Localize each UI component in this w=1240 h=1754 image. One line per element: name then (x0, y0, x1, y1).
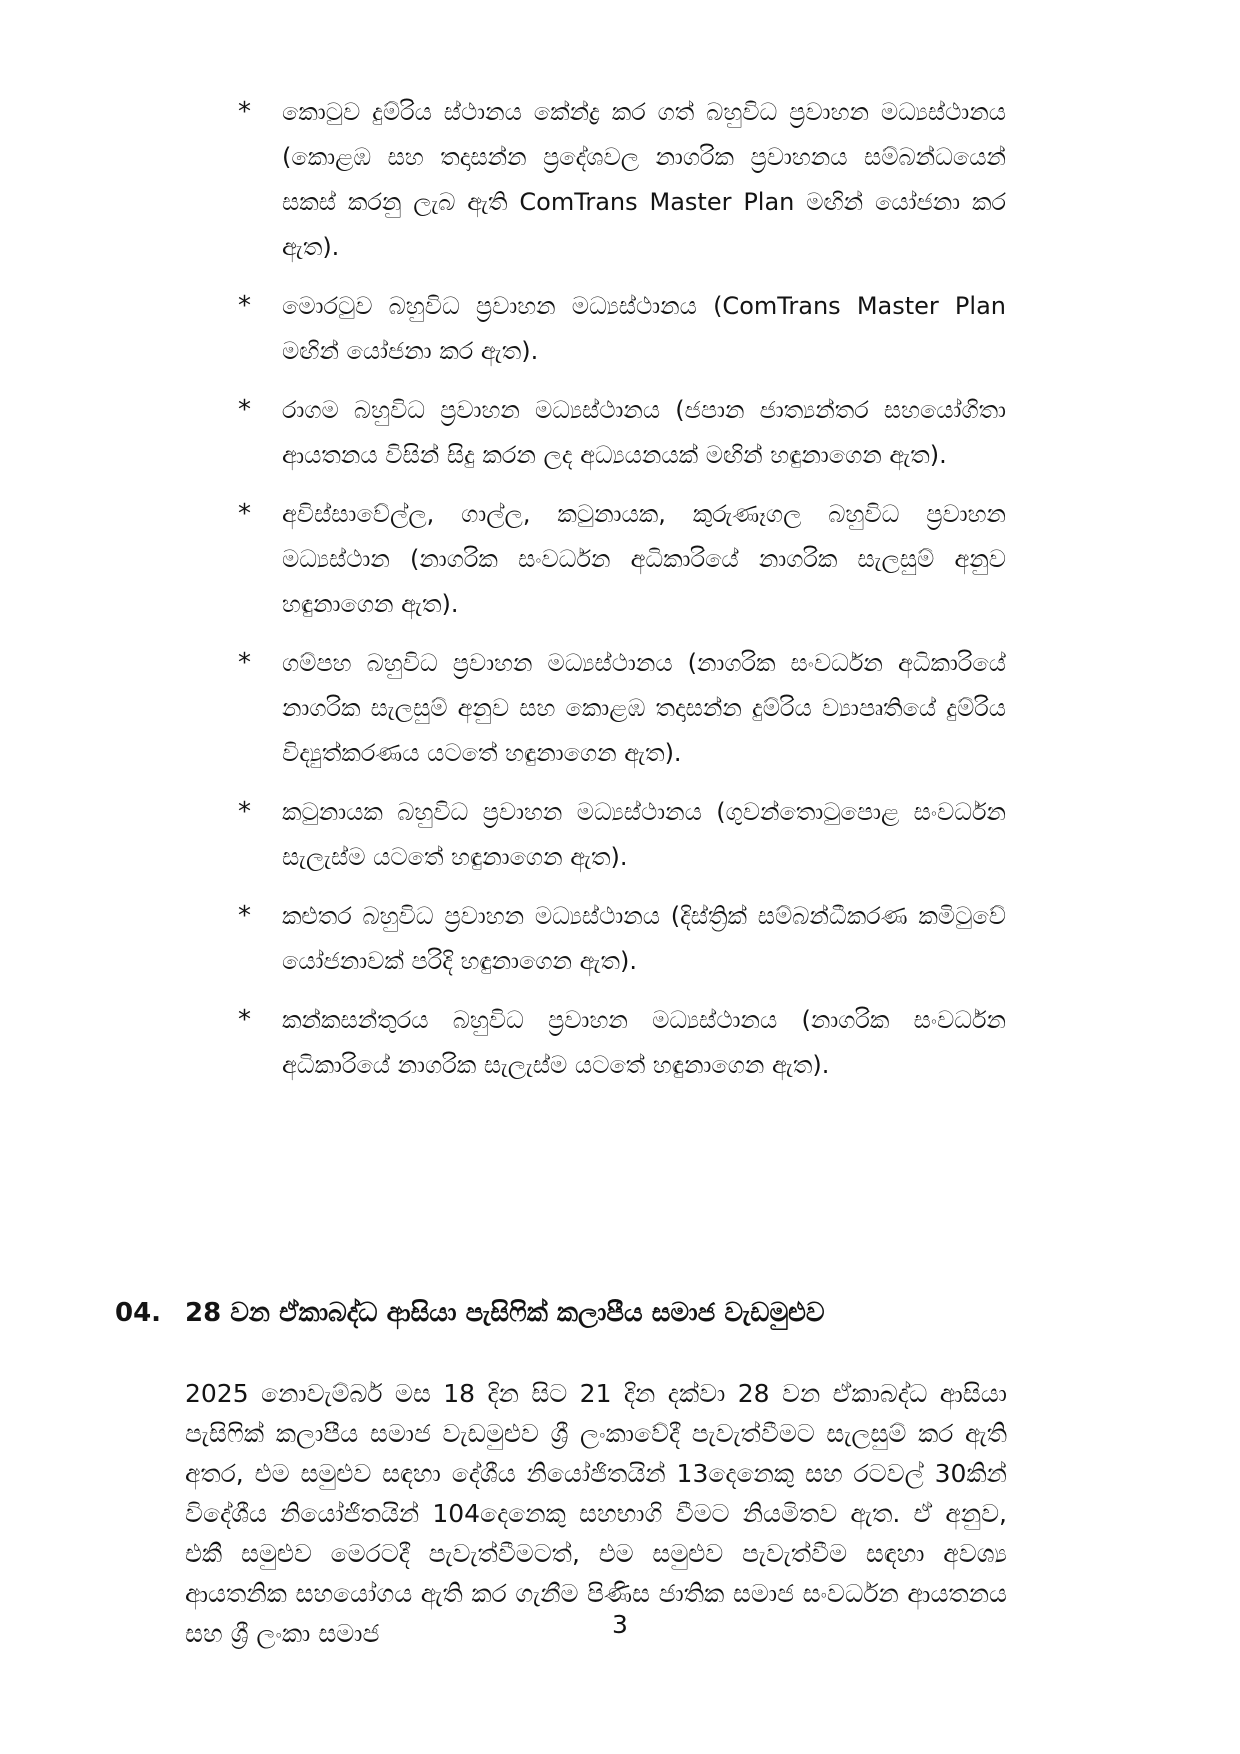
bullet-marker: * (238, 499, 251, 529)
bullet-marker: * (238, 797, 251, 827)
bullet-marker: * (238, 291, 251, 321)
list-item (238, 894, 1006, 984)
list-item (238, 90, 1006, 270)
section-heading (115, 1293, 1015, 1333)
bullet-marker: * (238, 901, 251, 931)
bullet-text: කන්කසන්තුරය බහුවිධ ප්‍රවාහන මධ්‍යස්ථානය (නාගරික සංවර්ධන අධිකාරියේ නාගරික සැලැස්ම යටතේ හඳුනාගෙන ඇත). (282, 1006, 1006, 1079)
section-title: 28 වන ඒකාබද්ධ ආසියා පැසිෆික් කලාපීය සමාජ වැඩමුළුව (185, 1298, 825, 1328)
body-paragraph: 2025 නොවැම්බර් මස 18 දින සිට 21 දින දක්වා 28 වන ඒකාබද්ධ ආසියා පැසිෆික් කලාපීය සමාජ වැඩමුළුව ශ්‍රී ලංකාවේදී පැවැත්වීමට සැලසුම් කර ඇති අතර, එම සමුළුව සඳහා දේශීය නියෝජිතයින් 13දෙනෙකු සහ රටවල් 30කින් විදේශීය නියෝජිතයින් 104දෙනෙකු සහභාගි වීමට නියමිතව ඇත. ඒ අනුව, එකී සමුළුව මෙරටදී පැවැත්වීමටත්, එම සමුළුව පැවැත්වීම සඳහා අවශ්‍ය ආයතනික සහයෝගය ඇති කර ගැනීම පිණිස ජාතික සමාජ සංවර්ධන ආයතනය සහ ශ්‍රී ලංකා සමාජ (185, 1379, 1007, 1648)
bullet-marker: * (238, 1005, 251, 1035)
bullet-text: මොරටුව බහුවිධ ප්‍රවාහන මධ්‍යස්ථානය (ComTrans Master Plan මඟින් යෝජනා කර ඇත). (282, 292, 1006, 365)
list-item (238, 790, 1006, 880)
page-number: 3 (612, 1610, 628, 1639)
bullet-marker: * (238, 648, 251, 678)
list-item (238, 641, 1006, 776)
section-number: 04. (115, 1298, 162, 1328)
bullet-text: අවිස්සාවේල්ල, ගාල්ල, කටුනායක, කුරුණෑගල බහුවිධ ප්‍රවාහන මධ්‍යස්ථාන (නාගරික සංවර්ධන අධිකාරියේ නාගරික සැලසුම් අනුව හඳුනාගෙන ඇත). (282, 500, 1006, 618)
bullet-text: කළුතර බහුවිධ ප්‍රවාහන මධ්‍යස්ථානය (දිස්ත්‍රික් සම්බන්ධීකරණ කමිටුවේ යෝජනාවක් පරිදි හඳුනාගෙන ඇත). (282, 902, 1006, 975)
bullet-text: රාගම බහුවිධ ප්‍රවාහන මධ්‍යස්ථානය (ජපාන ජාත්‍යන්තර සහයෝගිතා ආයතනය විසින් සිදු කරන ලද අධ්‍යයනයක් මඟින් හඳුනාගෙන ඇත). (282, 396, 1006, 469)
bullet-text: කටුනායක බහුවිධ ප්‍රවාහන මධ්‍යස්ථානය (ගුවන්තොටුපොළ සංවර්ධන සැලැස්ම යටතේ හඳුනාගෙන ඇත). (282, 798, 1006, 871)
bullet-list (238, 90, 1006, 1102)
list-item (238, 998, 1006, 1088)
bullet-text: ගම්පහ බහුවිධ ප්‍රවාහන මධ්‍යස්ථානය (නාගරික සංවර්ධන අධිකාරියේ නාගරික සැලසුම් අනුව සහ කොළඹ තදාසන්න දුම්රිය ව්‍යාපෘතියේ දුම්රිය විද්‍යුත්කරණය යටතේ හඳුනාගෙන ඇත). (282, 649, 1006, 767)
list-item (238, 388, 1006, 478)
bullet-marker: * (238, 97, 251, 127)
list-item (238, 284, 1006, 374)
list-item (238, 492, 1006, 627)
bullet-marker: * (238, 395, 251, 425)
bullet-text: කොටුව දුම්රිය ස්ථානය කේන්ද්‍ර කර ගත් බහුවිධ ප්‍රවාහන මධ්‍යස්ථානය (කොළඹ සහ තදාසන්න ප්‍රදේශවල නාගරික ප්‍රවාහනය සම්බන්ධයෙන් සකස් කරනු ලැබ ඇති ComTrans Master Plan මඟින් යෝජනා කර ඇත). (282, 98, 1006, 261)
